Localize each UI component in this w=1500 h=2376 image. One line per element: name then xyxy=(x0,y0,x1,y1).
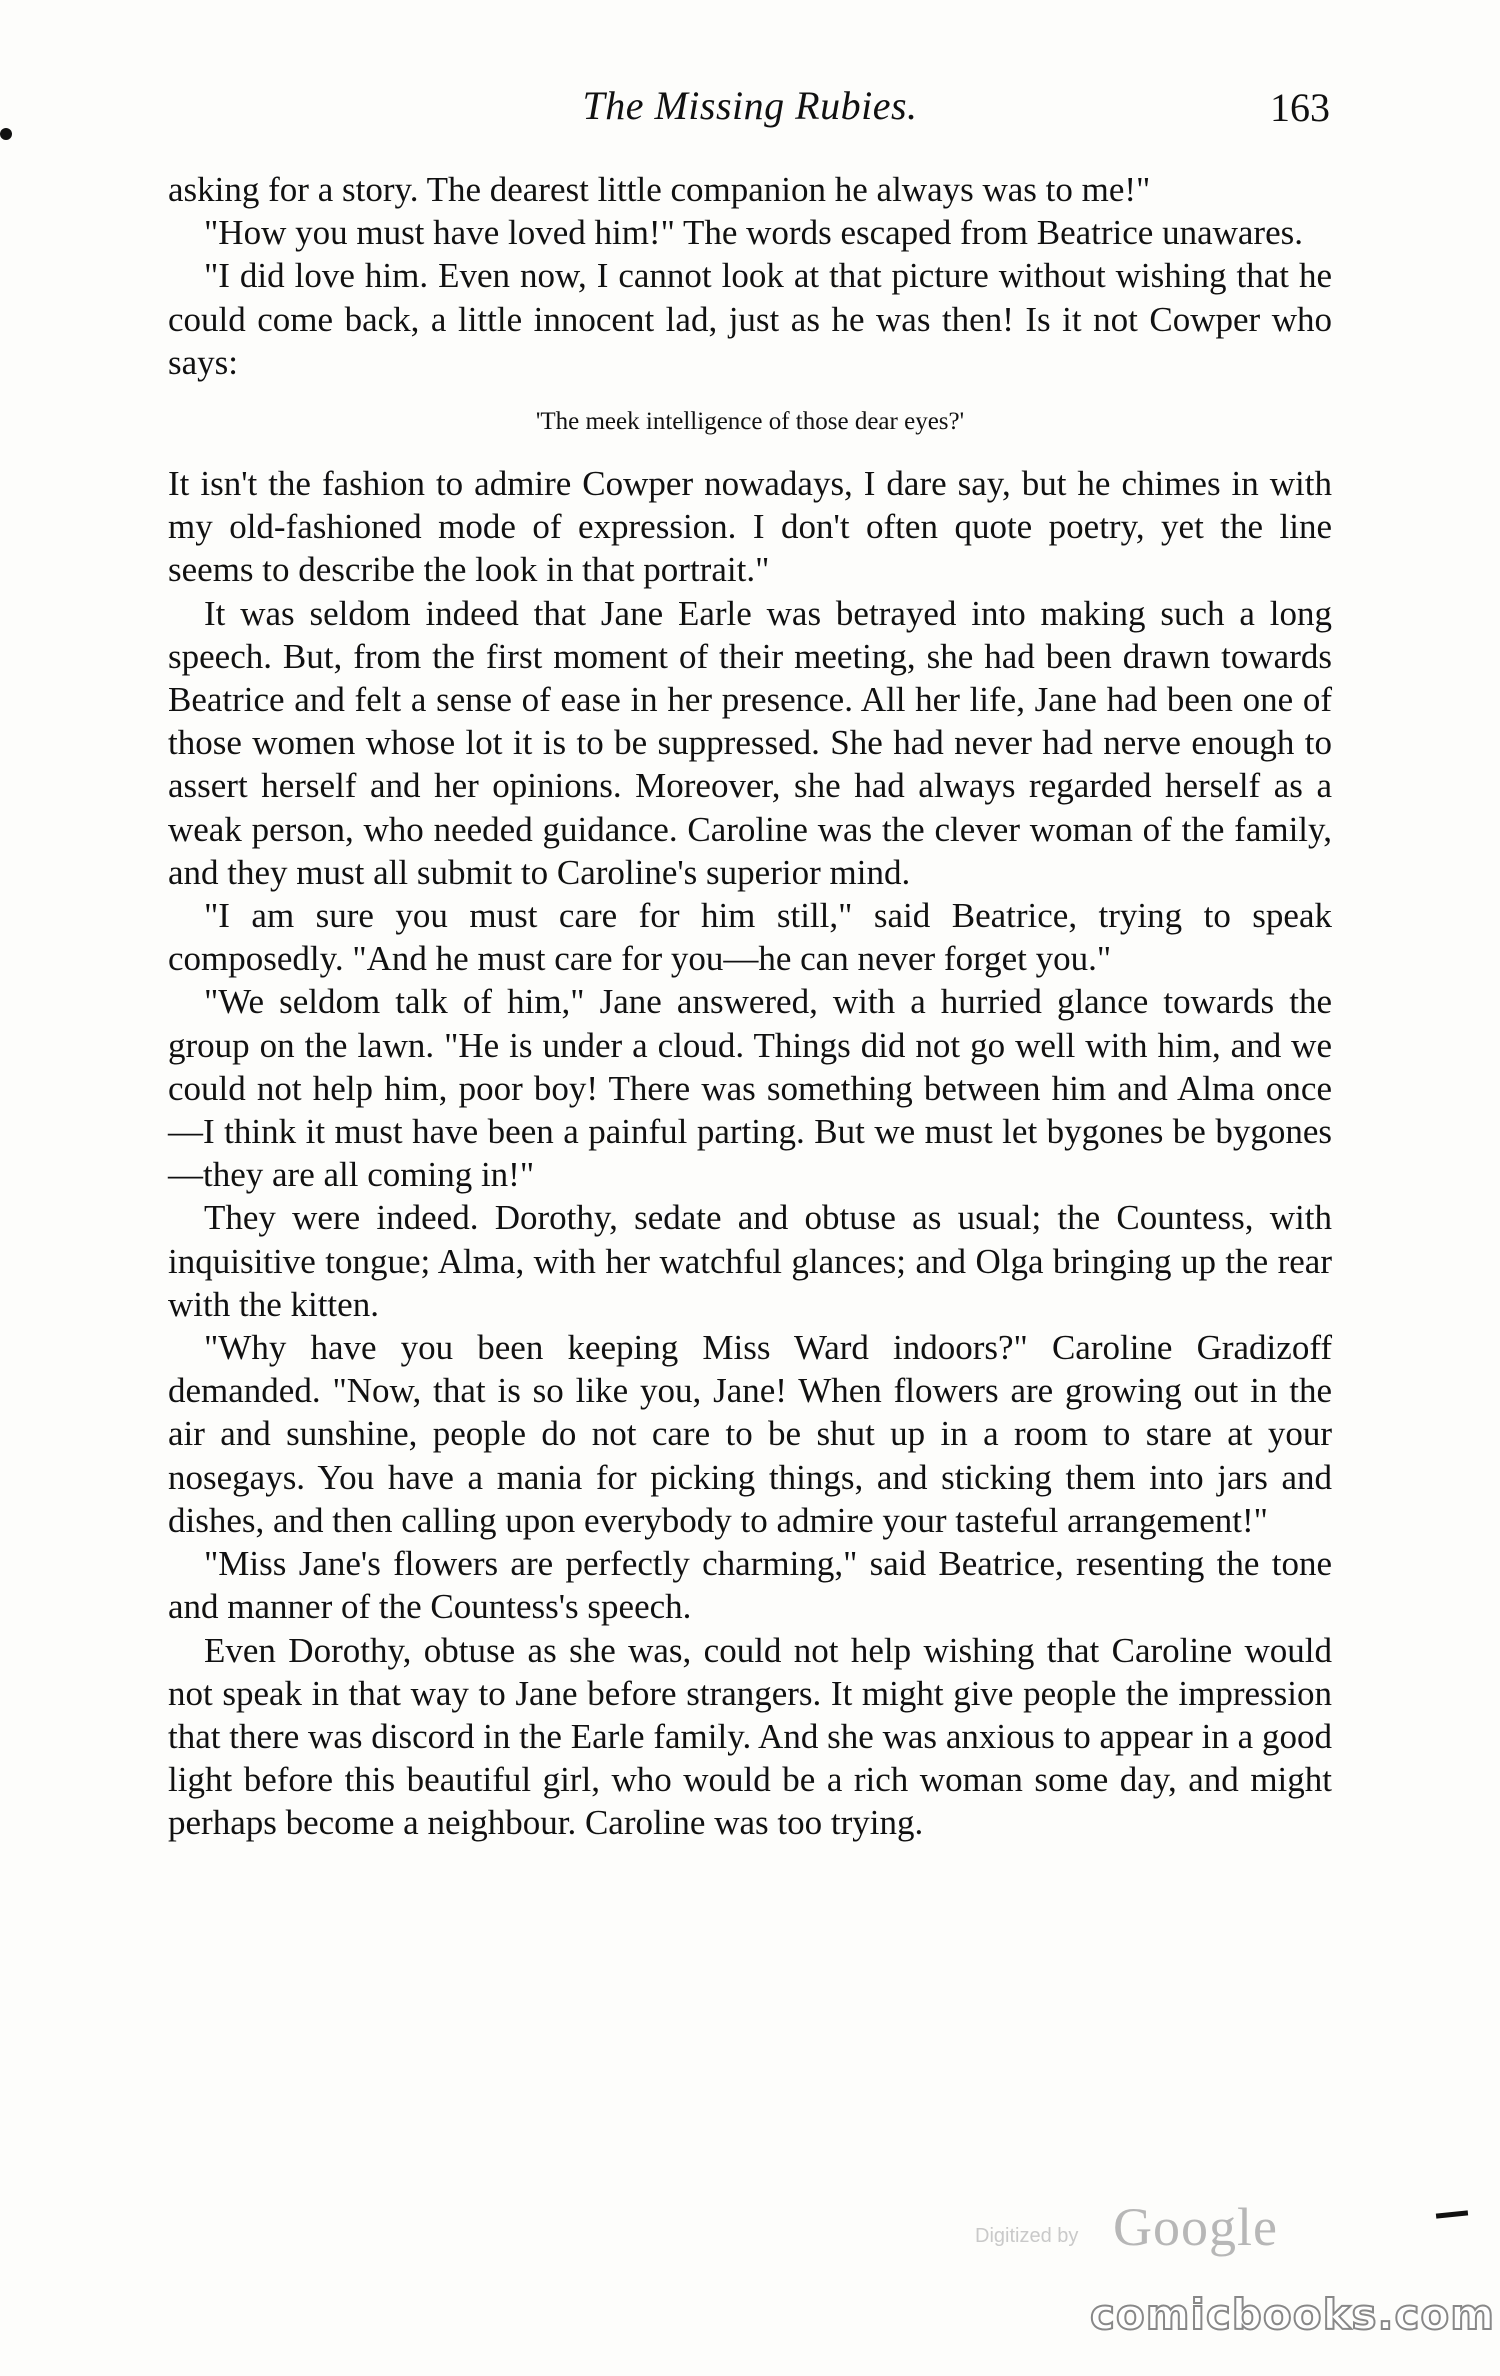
body-text xyxy=(168,168,1332,1845)
paragraph: "How you must have loved him!" The words escaped from Beatrice unawares. xyxy=(204,213,1303,253)
paragraph: It was seldom indeed that Jane Earle was betrayed into making such a long speech. But, from the first moment of their meeting, she had been drawn towards Beatrice and felt a sense of ease in her presence. All her life, Jane had been one of those women whose lot it is to be suppressed. She had never had nerve enough to assert herself and her opinions. Moreover, she had always regarded herself as a weak person, who needed guidance. Caroline was the clever woman of the family, and they must all submit to Caroline's superior mind. xyxy=(168,593,1332,892)
paragraph: asking for a story. The dearest little companion he always was to me!" xyxy=(168,170,1151,209)
page-number: 163 xyxy=(1270,85,1330,130)
digitized-by-label: Digitized by xyxy=(975,2225,1079,2247)
digitized-by-google-logo xyxy=(975,2188,1305,2258)
block-quote: 'The meek intelligence of those dear eyes?' xyxy=(535,408,965,436)
paragraph: "I did love him. Even now, I cannot look at that picture without wishing that he could come back, a little innocent lad, just as he was then! Is it not Cowper who says: xyxy=(168,256,1332,382)
paragraph: "We seldom talk of him," Jane answered, with a hurried glance towards the group on the lawn. "He is under a cloud. Things did not go well with him, and we could not help him, poor boy! There was something between him and Alma once—I think it must have been a painful parting. But we must let bygones be bygones—they are all coming in!" xyxy=(168,982,1332,1195)
google-logo: Google xyxy=(1113,2197,1278,2257)
site-watermark: comicbooks.com xyxy=(1090,2290,1495,2339)
page-header xyxy=(170,70,1330,140)
paragraph: They were indeed. Dorothy, sedate and obtuse as usual; the Countess, with inquisitive tongue; Alma, with her watchful glances; and Olga bringing up the rear with the kitten. xyxy=(168,1198,1332,1324)
paragraph: Even Dorothy, obtuse as she was, could not help wishing that Caroline would not speak in that way to Jane before strangers. It might give people the impression that there was discord in the Earle family. And she was anxious to appear in a good light before this beautiful girl, who would be a rich woman some day, and might perhaps become a neighbour. Caroline was too trying. xyxy=(168,1630,1332,1843)
scan-artifact-mark xyxy=(0,128,12,140)
scan-artifact-dash xyxy=(1436,2210,1468,2218)
paragraph: "Why have you been keeping Miss Ward indoors?" Caroline Gradizoff demanded. "Now, that is so like you, Jane! When flowers are growing out in the air and sunshine, people do not care to be shut up in a room to stare at your nosegays. You have a mania for picking things, and sticking them into jars and dishes, and then calling upon everybody to admire your tasteful arrangement!" xyxy=(168,1328,1332,1540)
running-title: The Missing Rubies. xyxy=(582,83,918,128)
paragraph: "Miss Jane's flowers are perfectly charming," said Beatrice, resenting the tone and manner of the Countess's speech. xyxy=(168,1544,1332,1627)
paragraph: It isn't the fashion to admire Cowper nowadays, I dare say, but he chimes in with my old-fashioned mode of expression. I don't often quote poetry, yet the line seems to describe the look in that portrait." xyxy=(168,464,1332,590)
paragraph: "I am sure you must care for him still," said Beatrice, trying to speak composedly. "And he must care for you—he can never forget you." xyxy=(168,896,1332,979)
